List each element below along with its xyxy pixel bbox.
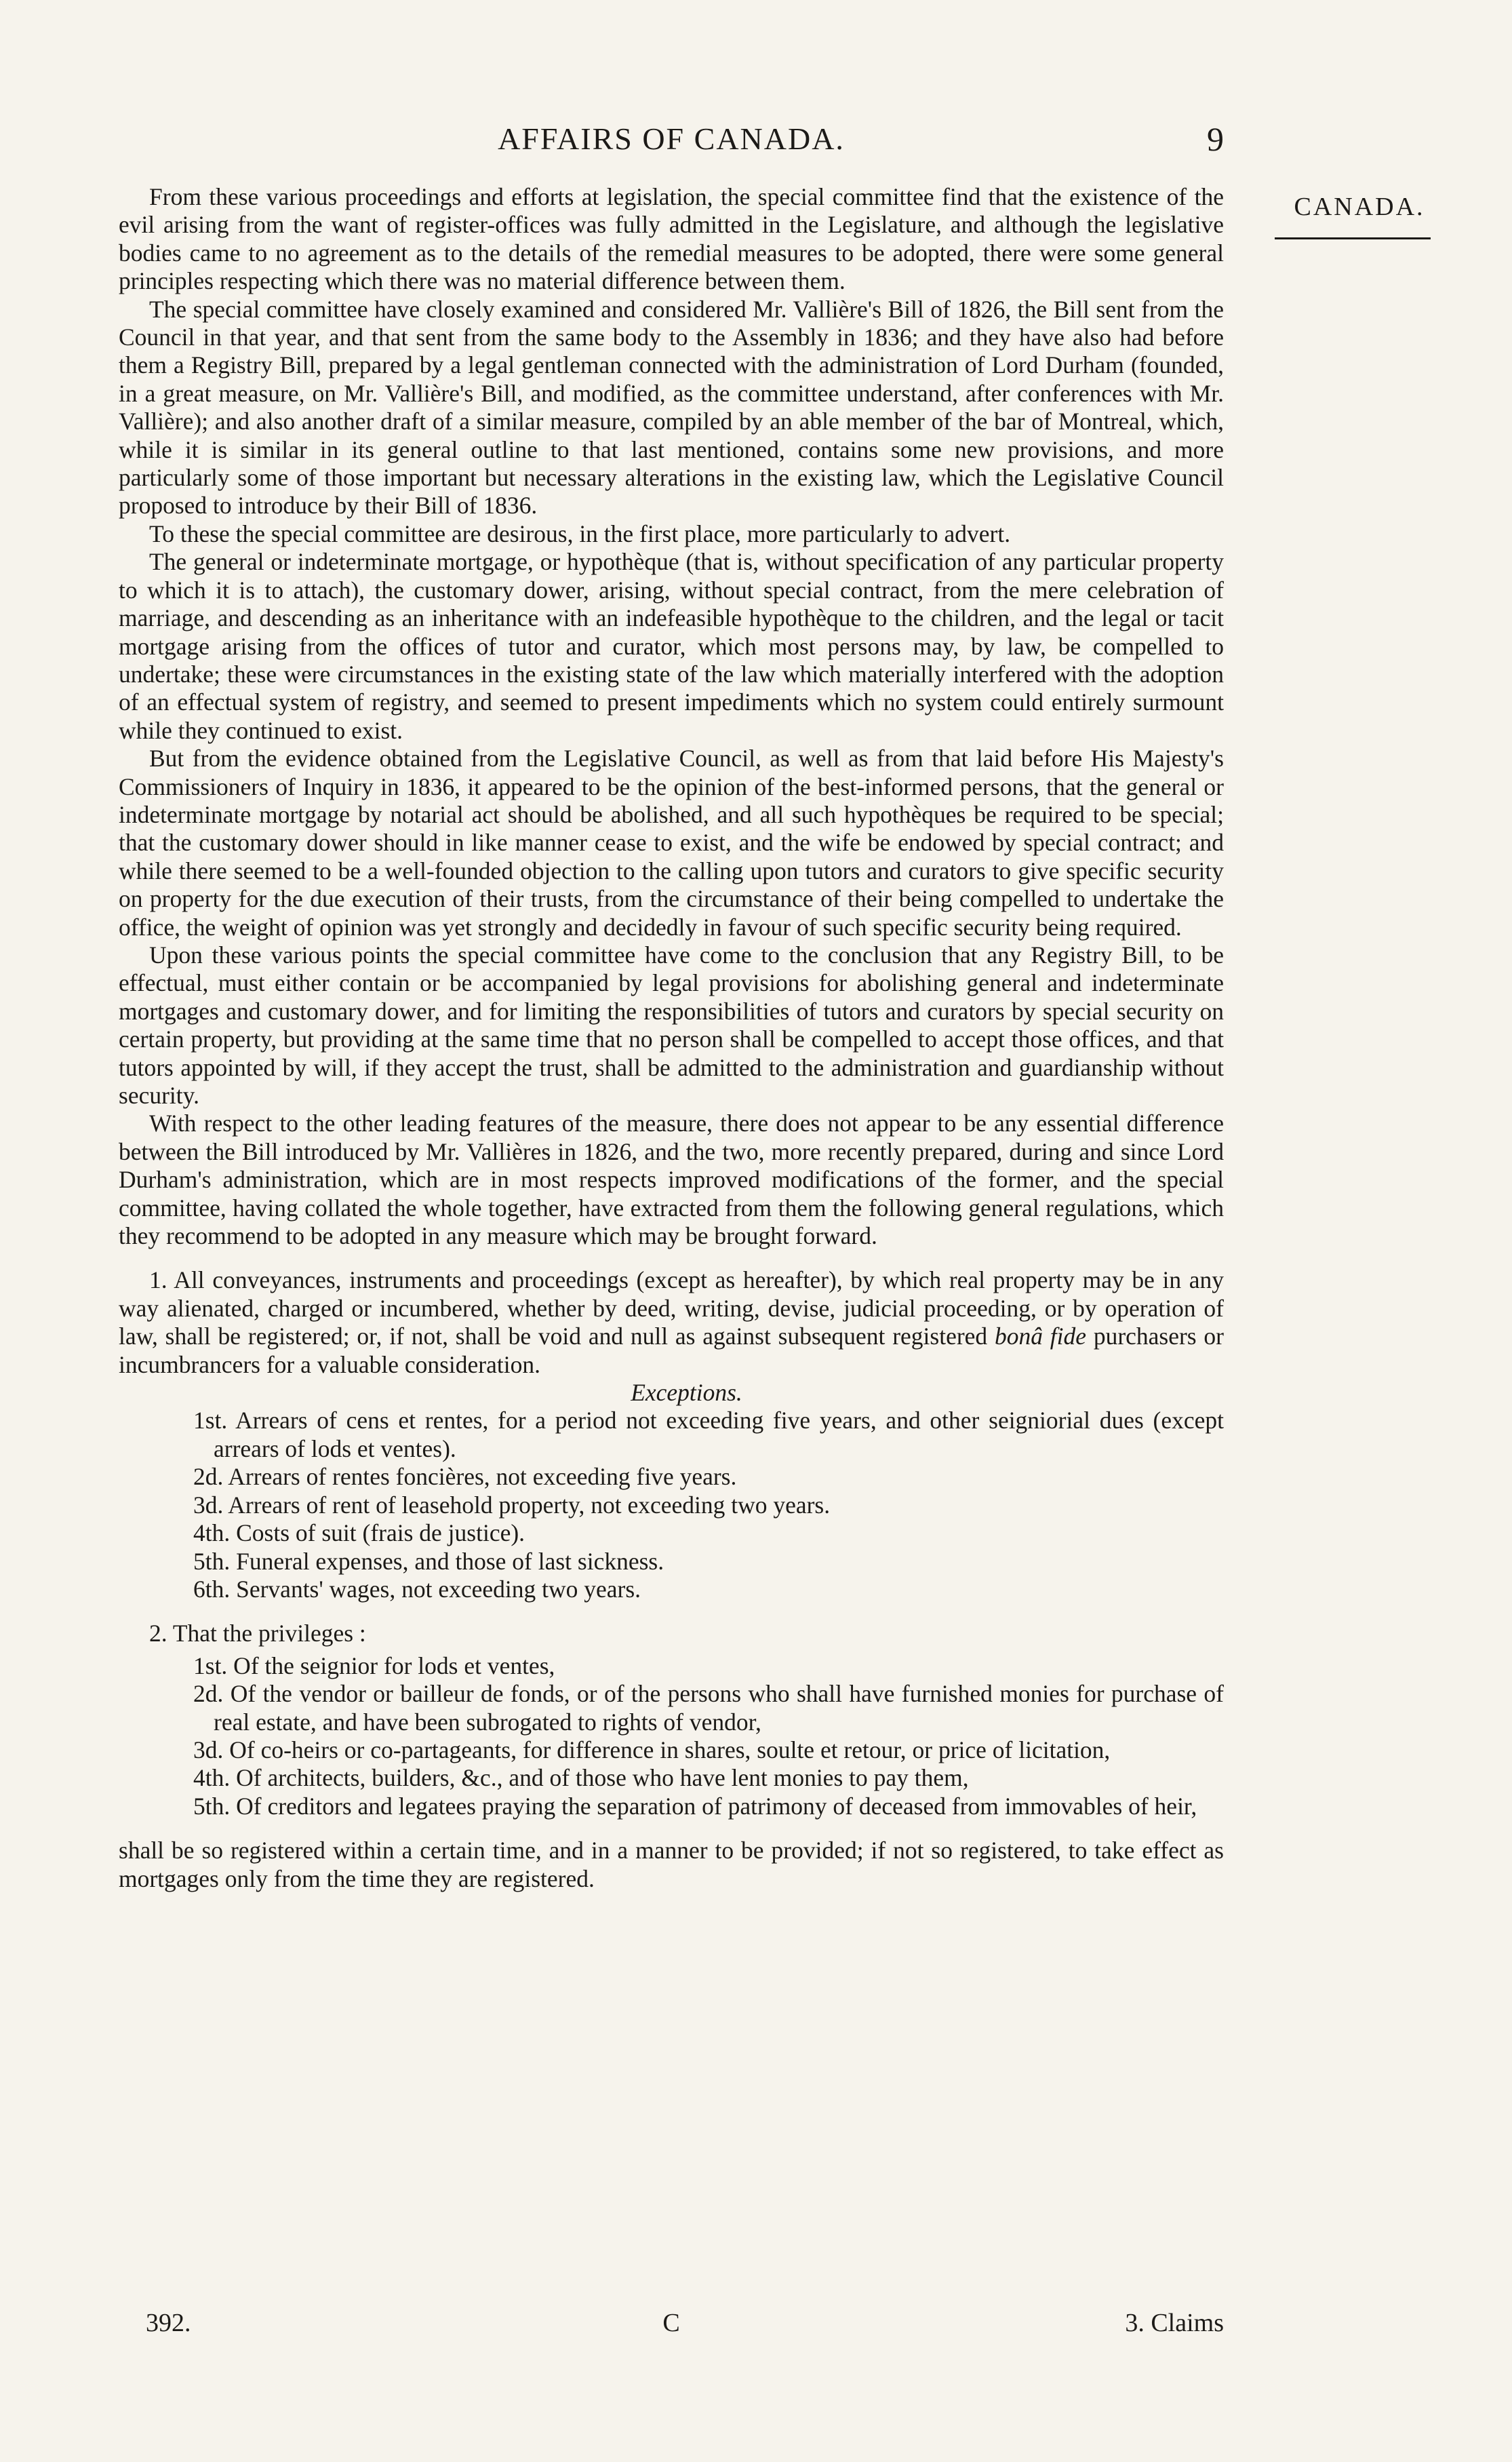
- privileges-list: [119, 1652, 1224, 1820]
- list-item: 1st. Of the seignior for lods et ventes,: [193, 1652, 555, 1679]
- paragraph: But from the evidence obtained from the Legislative Council, as well as from that laid before His Majesty's Commissioners of Inquiry in 1836, it appeared to be the opinion of the best-informed persons, that the general or indeterminate mortgage by notarial act should be abolished, and all such hypothèques be required to be special; that the customary dower should in like manner cease to exist, and the wife be endowed by special contract; and while there seemed to be a well-founded objection to the calling upon tutors and curators to give specific security on property for the due execution of their trusts, from the circumstance of their being compelled to undertake the office, the weight of opinion was yet strongly and decidedly in favour of such specific security being required.: [119, 745, 1224, 941]
- exceptions-heading: Exceptions.: [631, 1379, 742, 1407]
- clause-1-text: 1. All conveyances, instruments and proceedings (except as hereafter), by which real property may be in any way alienated, charged or incumbered, whether by deed, writing, devise, judicial proceeding, or by operation of law, shall be registered; or, if not, shall be void and null as against subsequent registered: [119, 1266, 1224, 1350]
- page-number: 9: [1207, 120, 1224, 158]
- body-text: [119, 183, 1224, 1893]
- clause-1: [119, 1266, 1224, 1379]
- list-item: 6th. Servants' wages, not exceeding two years.: [193, 1575, 641, 1603]
- paragraph: The special committee have closely examined and considered Mr. Vallière's Bill of 1826, the Bill sent from the Council in that year, and that sent from the same body to the Assembly in 1836; and they have also had before them a Registry Bill, prepared by a legal gentleman connected with the administration of Lord Durham (founded, in a great measure, on Mr. Vallière's Bill, and modified, as the committee understand, after conferences with Mr. Vallière); and also another draft of a similar measure, compiled by an able member of the bar of Montreal, which, while it is similar in its general outline to that last mentioned, contains some new provisions, and more particularly some of those important but necessary alterations in the existing law, which the Legislative Council proposed to introduce by their Bill of 1836.: [119, 295, 1224, 520]
- margin-note: CANADA.: [1294, 193, 1425, 221]
- list-item: 5th. Of creditors and legatees praying the separation of patrimony of deceased from immovables of heir,: [193, 1792, 1197, 1820]
- paragraph: From these various proceedings and efforts at legislation, the special committee find that the existence of the evil arising from the want of register-offices was fully admitted in the Legislature, and although the legislative bodies came to no agreement as to the details of the remedial measures to be adopted, there were some general principles respecting which there was no material difference between them.: [119, 183, 1224, 295]
- clause-1-italic: bonâ fide: [994, 1323, 1087, 1350]
- list-item: 2d. Arrears of rentes foncières, not exceeding five years.: [193, 1463, 737, 1491]
- paragraph: The general or indeterminate mortgage, or hypothèque (that is, without specification of any particular property to which it is to attach), the customary dower, arising, without special contract, from the mere celebration of marriage, and descending as an inheritance with an indefeasible hypothèque to the children, and the legal or tacit mortgage arising from the offices of tutor and curator, which most persons may, by law, be compelled to undertake; these were circumstances in the existing state of the law which materially interfered with the adoption of an effectual system of registry, and seemed to present impediments which no system could entirely surmount while they continued to exist.: [119, 548, 1224, 744]
- list-item: 1st. Arrears of cens et rentes, for a period not exceeding five years, and other seigniorial dues (except arrears of lods et ventes).: [193, 1407, 1224, 1462]
- list-item: 5th. Funeral expenses, and those of last sickness.: [193, 1547, 664, 1575]
- paragraph: To these the special committee are desirous, in the first place, more particularly to advert.: [149, 520, 1011, 547]
- paragraph: With respect to the other leading features of the measure, there does not appear to be any essential difference between the Bill introduced by Mr. Vallières in 1826, and the two, more recently prepared, during and since Lord Durham's administration, which are in most respects improved modifications of the former, and the special committee, having collated the whole together, have extracted from them the following general regulations, which they recommend to be adopted in any measure which may be brought forward.: [119, 1110, 1224, 1250]
- clause-2-close: shall be so registered within a certain time, and in a manner to be provided; if not so registered, to take effect as mortgages only from the time they are registered.: [119, 1837, 1224, 1892]
- list-item: 4th. Costs of suit (frais de justice).: [193, 1519, 525, 1547]
- list-item: 2d. Of the vendor or bailleur de fonds, or of the persons who shall have furnished monies for purchase of real estate, and have been subrogated to rights of vendor,: [193, 1680, 1224, 1736]
- exceptions-list: [119, 1407, 1224, 1603]
- page-header: [119, 119, 1224, 166]
- sheet-mark: C: [662, 2309, 680, 2337]
- margin-note-rule: [1275, 237, 1431, 239]
- clause-1-text-end: purchasers or incumbrancers for a valuable consideration.: [119, 1323, 1225, 1378]
- running-head: AFFAIRS OF CANADA.: [498, 121, 845, 156]
- clause-2-intro: 2. That the privileges :: [149, 1620, 366, 1647]
- catchword: 3. Claims: [1125, 2309, 1224, 2337]
- paragraph: Upon these various points the special committee have come to the conclusion that any Registry Bill, to be effectual, must either contain or be accompanied by legal provisions for abolishing general and indeterminate mortgages and customary dower, and for limiting the responsibilities of tutors and curators by special security on certain property, but providing at the same time that no person shall be compelled to accept those offices, and that tutors appointed by will, if they accept the trust, shall be admitted to the administration and guardianship without security.: [119, 941, 1224, 1109]
- signature-mark: 392.: [146, 2309, 191, 2337]
- list-item: 3d. Arrears of rent of leasehold property, not exceeding two years.: [193, 1491, 831, 1519]
- page-footer: [119, 2306, 1224, 2347]
- list-item: 4th. Of architects, builders, &c., and of those who have lent monies to pay them,: [193, 1764, 969, 1792]
- list-item: 3d. Of co-heirs or co-partageants, for difference in shares, soulte et retour, or price of licitation,: [193, 1736, 1111, 1763]
